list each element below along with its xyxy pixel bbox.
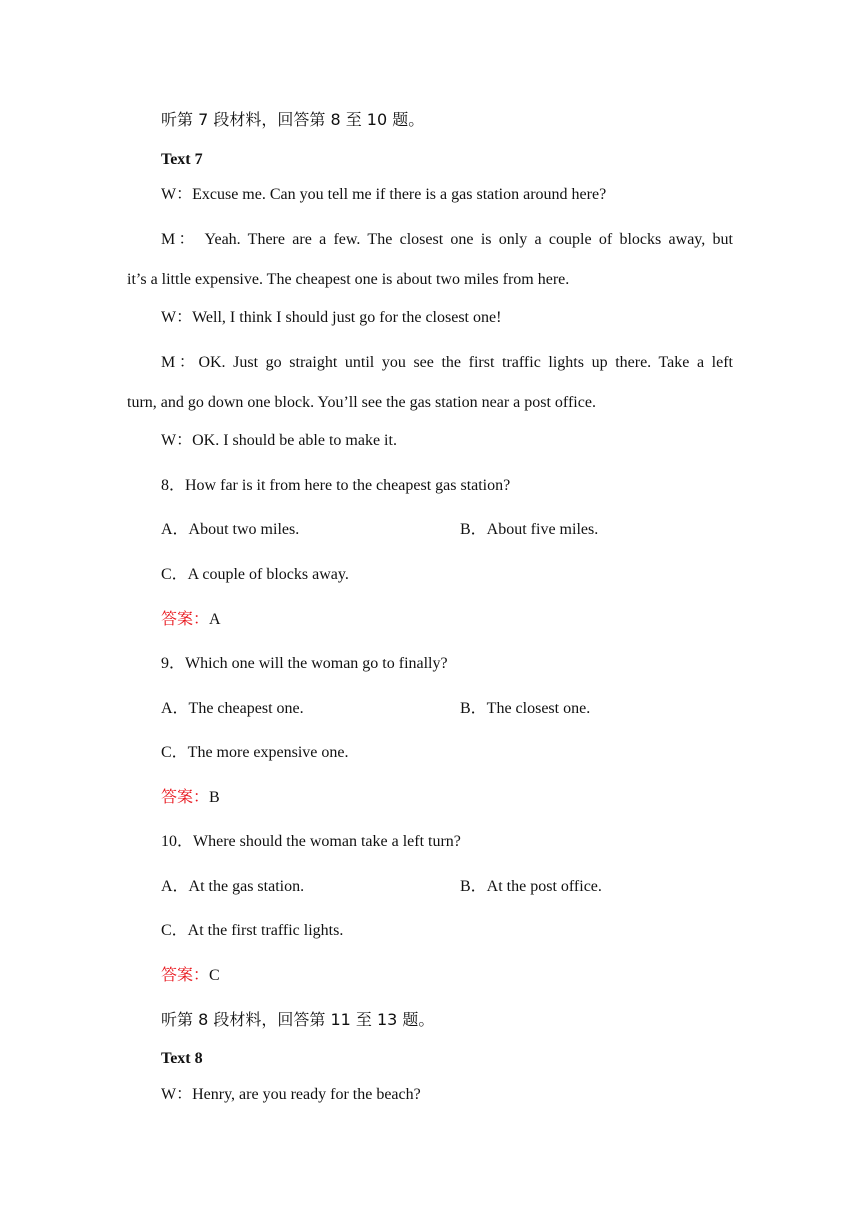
answer-line bbox=[161, 609, 221, 630]
option-a: A．About two miles. bbox=[161, 521, 300, 538]
section8-heading: 听第 8 段材料，回答第 11 至 13 题。 bbox=[161, 1010, 435, 1029]
option-b: B．The closest one. bbox=[460, 700, 591, 717]
answer-value: C bbox=[209, 967, 220, 984]
answer-line bbox=[161, 965, 220, 986]
question-stem: 9．Which one will the woman go to finally? bbox=[161, 655, 448, 672]
question-stem: 10．Where should the woman take a left turn? bbox=[161, 833, 461, 850]
answer-value: B bbox=[209, 789, 220, 806]
option-a: A．At the gas station. bbox=[161, 878, 305, 895]
dialogue-line: M： Yeah. There are a few. The closest one is only a couple of blocks away, but bbox=[161, 231, 733, 248]
section8-title: Text 8 bbox=[161, 1050, 203, 1067]
dialogue-line: W：Henry, are you ready for the beach? bbox=[161, 1086, 421, 1103]
option-c: C．The more expensive one. bbox=[161, 744, 349, 761]
option-c: C．At the first traffic lights. bbox=[161, 922, 344, 939]
answer-label: 答案： bbox=[161, 965, 210, 984]
dialogue-line: W：OK. I should be able to make it. bbox=[161, 432, 397, 449]
option-c: C．A couple of blocks away. bbox=[161, 566, 349, 583]
dialogue-line: it’s a little expensive. The cheapest one is about two miles from here. bbox=[127, 271, 570, 288]
answer-line bbox=[161, 787, 220, 808]
question-stem: 8．How far is it from here to the cheapest gas station? bbox=[161, 477, 511, 494]
section7-title: Text 7 bbox=[161, 151, 203, 168]
answer-label: 答案： bbox=[161, 609, 210, 628]
option-b: B．About five miles. bbox=[460, 521, 599, 538]
option-b: B．At the post office. bbox=[460, 878, 602, 895]
dialogue-line: turn, and go down one block. You’ll see the gas station near a post office. bbox=[127, 394, 596, 411]
dialogue-line: W：Well, I think I should just go for the closest one! bbox=[161, 309, 502, 326]
dialogue-line: M：OK. Just go straight until you see the first traffic lights up there. Take a left bbox=[161, 354, 733, 371]
option-a: A．The cheapest one. bbox=[161, 700, 304, 717]
dialogue-line: W：Excuse me. Can you tell me if there is a gas station around here? bbox=[161, 186, 607, 203]
answer-label: 答案： bbox=[161, 787, 210, 806]
section7-heading: 听第 7 段材料，回答第 8 至 10 题。 bbox=[161, 110, 425, 129]
answer-value: A bbox=[209, 611, 221, 628]
